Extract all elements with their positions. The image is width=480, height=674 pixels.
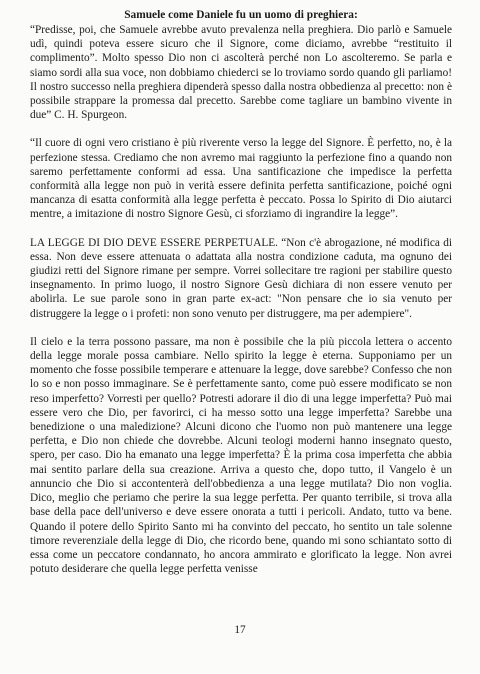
page-title: Samuele come Daniele fu un uomo di preghiera: <box>124 9 358 21</box>
paragraph-gap <box>30 122 452 136</box>
paragraph-law-reverence: “Il cuore di ogni vero cristiano è più riverente verso la legge del Signore. È perfetto, no, è la perfezione stessa. Crediamo che non avremo mai raggiunto la perfezione fino a quando non saremo perfettamente conformi ad essa. Una santificazione che impedisce la perfetta conformità alla legge non può in verità essere definita perfetta santificazione, poiché ogni mancanza di esatta conformità alla legge perfetta è peccato. Possa lo Spirito di Dio aiutarci mentre, a imitazione di nostro Signore Gesù, ci sforziamo di ingrandire la legge”. <box>30 137 452 221</box>
paragraph-gap <box>30 321 452 335</box>
page-number: 17 <box>234 624 246 636</box>
paragraph-gap <box>30 222 452 236</box>
paragraph-law-perpetual: LA LEGGE DI DIO DEVE ESSERE PERPETUALE. “Non c'è abrogazione, né modifica di essa. Non deve essere attenuata o adattata alla nostra condizione caduta, ma ognuno dei giudizi retti del Signore rimane per sempre. Vorrei sollecitare tre ragioni per stabilire questo insegnamento. In primo luogo, il nostro Signore Gesù dichiara di non essere venuto per abolirla. Le sue parole sono in gran parte ex-act: "Non pensare che io sia venuto per distruggere la legge o i profeti: non sono venuto per distruggere, ma per adempiere". <box>30 236 452 320</box>
paragraph-heaven-earth: Il cielo e la terra possono passare, ma non è possibile che la più piccola lettera o accento della legge morale possa cambiare. Nello spirito la legge è eterna. Supponiamo per un momento che fosse possibile temperare e attenuare la legge, dove sarebbe? Confesso che non lo so e non posso immaginare. Se è perfettamente santo, come può essere modificato se non reso imperfetto? Vorresti per quello? Potresti adorare il dio di una legge imperfetta? Può mai essere vero che Dio, per favorirci, ci ha messo sotto una legge imperfetta? Sarebbe una benedizione o una maledizione? Alcuni dicono che l'uomo non può mantenere una legge perfetta, e Dio non chiede che dovrebbe. Alcuni teologi moderni hanno insegnato questo, spero, per caso. Dio ha emanato una legge imperfetta? È la prima cosa imperfetta che abbia mai sentito parlare della sua creazione. Arriva a questo che, dopo tutto, il Vangelo è un annuncio che Dio si accontenterà dell'obbedienza a una legge mutilata? Dio non voglia. Dico, meglio che periamo che perire la sua legge perfetta. Per quanto terribile, si trova alla base della pace dell'universo e deve essere onorata a tutti i pericoli. Andato, tutto va bene. Quando il potere dello Spirito Santo mi ha convinto del peccato, ho sentito un tale solenne timore reverenziale della legge di Dio, che ricordo bene, quando mi sono schiantato sotto di essa come un peccatore condannato, ho ancora ammirato e glorificato la legge. Non avrei potuto desiderare che quella legge perfetta venisse <box>30 335 452 576</box>
paragraph-spurgeon-quote: “Predisse, poi, che Samuele avrebbe avuto prevalenza nella preghiera. Dio parlò e Samuele udì, quindi poteva essere sicuro che il Signore, come diciamo, avrebbe “restituito il complimento”. Molto spesso Dio non ci ascolterà perché non Lo ascolteremo. Se parla e siamo sordi alla sua voce, non dobbiamo chiederci se lo troviamo sordo quando gli parliamo! Il nostro successo nella preghiera dipenderà spesso dalla nostra obbedienza al precetto: non è possibile strappare la promessa dal precetto. Sarebbe come tagliare un bambino vivente in due” C. H. Spurgeon. <box>30 24 452 122</box>
